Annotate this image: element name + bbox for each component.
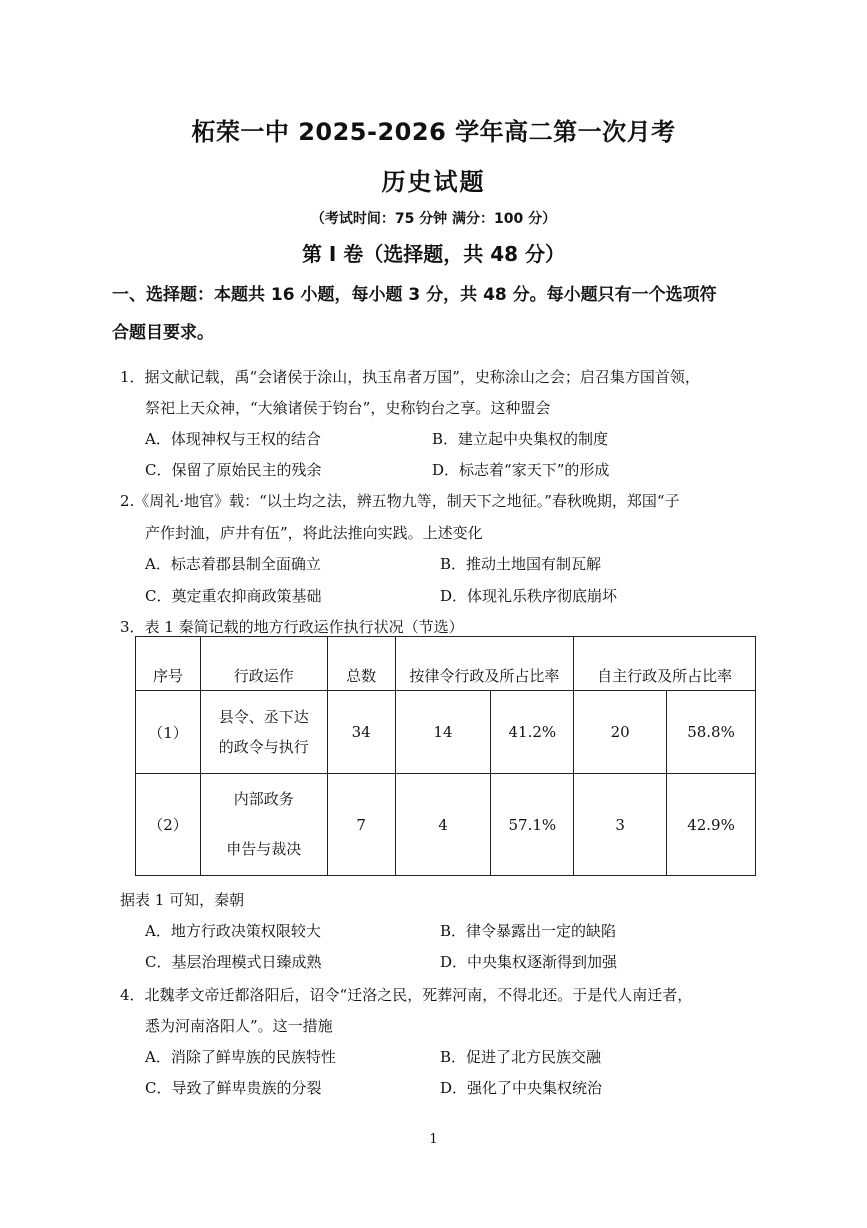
header-cell-operation: 行政运作 xyxy=(200,637,327,691)
q4-option-a[interactable]: A．消除了鲜卑族的民族特性 xyxy=(145,1048,336,1066)
q2-stem-line-1: 2.《周礼·地官》载：“以土均之法，辨五物九等，制天下之地征。”春秋晚期，郑国“子 xyxy=(120,492,680,510)
cell-total: 7 xyxy=(327,774,395,876)
cell-operation-line-1: 内部政务 xyxy=(233,790,294,808)
q4-option-d[interactable]: D．强化了中央集权统治 xyxy=(440,1079,603,1097)
q3-data-table xyxy=(135,636,756,876)
section-line-2: 合题目要求。 xyxy=(112,323,214,343)
section-instructions xyxy=(112,276,772,352)
q2-option-c[interactable]: C．奠定重农抑商政策基础 xyxy=(145,587,322,605)
header-cell-by-law: 按律令行政及所占比率 xyxy=(395,637,574,691)
q1-stem-line-1: 1．据文献记载，禹“会诸侯于涂山，执玉帛者万国”，史称涂山之会；启召集方国首领， xyxy=(120,368,700,386)
cell-self-percent: 42.9% xyxy=(667,774,756,876)
page-number: 1 xyxy=(429,1132,438,1147)
q2-option-d[interactable]: D．体现礼乐秩序彻底崩坏 xyxy=(440,587,618,605)
header-cell-no: 序号 xyxy=(136,637,201,691)
q4-option-b[interactable]: B．促进了北方民族交融 xyxy=(440,1048,602,1066)
q4-option-c[interactable]: C．导致了鲜卑贵族的分裂 xyxy=(145,1079,322,1097)
cell-operation-line-2: 申告与裁决 xyxy=(226,840,302,858)
q1-option-c[interactable]: C．保留了原始民主的残余 xyxy=(145,461,322,479)
cell-operation-line-1: 县令、丞下达 xyxy=(218,708,309,726)
subject-title: 历史试题 xyxy=(381,168,486,196)
cell-law-percent: 57.1% xyxy=(491,774,574,876)
q1-option-b[interactable]: B．建立起中央集权的制度 xyxy=(432,430,609,448)
cell-self-percent: 58.8% xyxy=(667,691,756,774)
q3-option-a[interactable]: A．地方行政决策权限较大 xyxy=(145,922,321,940)
table-row xyxy=(136,691,756,774)
cell-law-percent: 41.2% xyxy=(491,691,574,774)
cell-law-count: 4 xyxy=(395,774,491,876)
q3-option-c[interactable]: C．基层治理模式日臻成熟 xyxy=(145,953,322,971)
cell-self-count: 3 xyxy=(574,774,667,876)
cell-no: （2） xyxy=(136,774,201,876)
q3-stem: 3．表 1 秦简记载的地方行政运作执行状况（节选） xyxy=(120,618,464,636)
q1-option-a[interactable]: A．体现神权与王权的结合 xyxy=(145,430,321,448)
q4-stem-line-1: 4．北魏孝文帝迁都洛阳后，诏令“迁洛之民，死葬河南，不得北还。于是代人南迁者， xyxy=(120,986,693,1004)
q3-option-b[interactable]: B．律令暴露出一定的缺陷 xyxy=(440,922,617,940)
q2-option-a[interactable]: A．标志着郡县制全面确立 xyxy=(145,555,321,573)
table-row xyxy=(136,774,756,876)
q1-option-d[interactable]: D．标志着“家天下”的形成 xyxy=(432,461,610,479)
cell-operation xyxy=(200,691,327,774)
header-cell-autonomous: 自主行政及所占比率 xyxy=(574,637,756,691)
exam-info: （考试时间：75 分钟 满分：100 分） xyxy=(310,211,557,227)
q2-option-b[interactable]: B．推动土地国有制瓦解 xyxy=(440,555,602,573)
q2-stem-line-2: 产作封洫，庐井有伍”，将此法推向实践。上述变化 xyxy=(145,524,483,542)
cell-law-count: 14 xyxy=(395,691,491,774)
exam-title: 柘荣一中 2025-2026 学年高二第一次月考 xyxy=(191,118,676,146)
cell-operation-line-2: 的政令与执行 xyxy=(218,738,309,756)
q3-after-table: 据表 1 可知，秦朝 xyxy=(120,891,245,909)
cell-self-count: 20 xyxy=(574,691,667,774)
section-line-1: 一、选择题：本题共 16 小题，每小题 3 分，共 48 分。每小题只有一个选项符 xyxy=(112,285,717,305)
cell-operation xyxy=(200,774,327,876)
volume-heading: 第 I 卷（选择题，共 48 分） xyxy=(301,242,566,266)
cell-no: （1） xyxy=(136,691,201,774)
q4-stem-line-2: 悉为河南洛阳人”。这一措施 xyxy=(145,1017,333,1035)
q3-option-d[interactable]: D．中央集权逐渐得到加强 xyxy=(440,953,618,971)
table-header-row xyxy=(136,637,756,691)
header-cell-total: 总数 xyxy=(327,637,395,691)
q1-stem-line-2: 祭祀上天众神，“大飨诸侯于钧台”，史称钧台之享。这种盟会 xyxy=(145,399,551,417)
cell-total: 34 xyxy=(327,691,395,774)
